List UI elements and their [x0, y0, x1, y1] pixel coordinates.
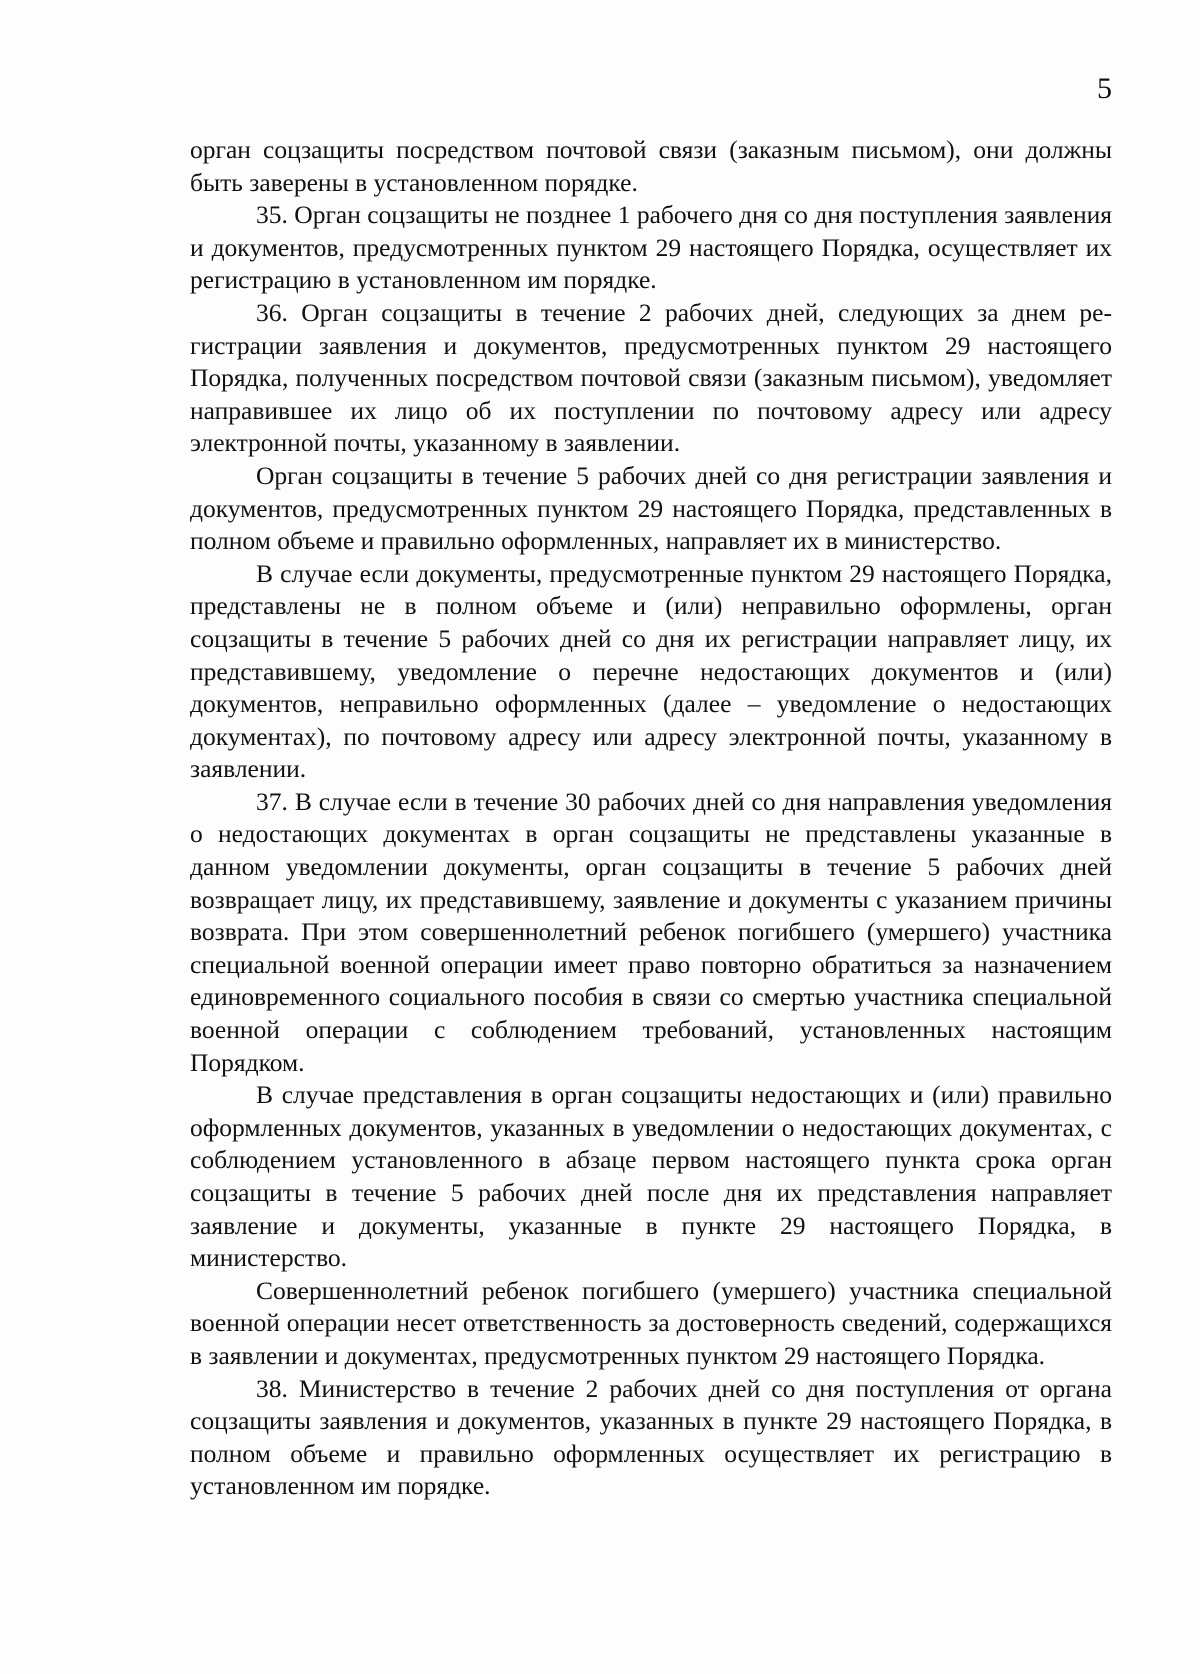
page-number: 5: [1097, 72, 1112, 105]
paragraph-item-36: 36. Орган соцзащиты в течение 2 рабочих дней, следующих за днем регистрации заявления и документов, предусмотренных пунктом 29 настоящего Порядка, полученных посредством почтовой связи (заказным письмом), уведомляет направившее их лицо об их поступлении по почтовому адресу или адресу электронной почты, указанному в заявлении.: [190, 297, 1112, 458]
paragraph-item-37: 37. В случае если в течение 30 рабочих дней со дня направления уведомления о недостающих документах в орган соцзащиты не представлены указанные в данном уведомлении документы, орган соцзащиты в течение 5 рабочих дней возвращает лицу, их представившему, заявление и документы с указанием причины возврата. При этом совершеннолетний ребенок погибшего (умершего) участника специальной военной операции имеет право повторно обратиться за назначением единовременного социального пособия в связи со смертью участника специальной военной операции с соблюдением требований, установленных настоящим Порядком.: [190, 786, 1112, 1077]
document-body: [190, 134, 1112, 1503]
paragraph-item-38: 38. Министерство в течение 2 рабочих дней со дня поступления от органа соцзащиты заявления и документов, указанных в пункте 29 настоящего Порядка, в полном объеме и правильно оформленных осуществляет их регистрацию в установленном им порядке.: [190, 1373, 1112, 1501]
paragraph-item-35: 35. Орган соцзащиты не позднее 1 рабочего дня со дня поступления заявления и документов, предусмотренных пунктом 29 настоящего Порядка, осуществляет их регистрацию в установленном им порядке.: [190, 200, 1112, 295]
paragraph-37-responsibility: Совершеннолетний ребенок погибшего (умершего) участника специальной военной операции несет ответственность за достоверность сведений, содержащихся в заявлении и документах, предусмотренных пунктом 29 настоящего Порядка.: [190, 1275, 1112, 1370]
paragraph-36-registration: Орган соцзащиты в течение 5 рабочих дней со дня регистрации заявления и документов, предусмотренных пунктом 29 настоящего Порядка, представленных в полном объеме и правильно оформленных, направляет их в министерство.: [190, 460, 1112, 556]
paragraph-continuation: орган соцзащиты посредством почтовой связи (заказным письмом), они должны быть заверены в установленном порядке.: [190, 135, 1112, 197]
paragraph-37-resubmission: В случае представления в орган соцзащиты недостающих и (или) правильно оформленных документов, указанных в уведомлении о недостающих документах, с соблюдением установленного в абзаце первом настоящего пункта срока орган соцзащиты в течение 5 рабочих дней после дня их представления направляет заявление и документы, указанные в пункте 29 настоящего Порядка, в министерство.: [190, 1080, 1112, 1273]
paragraph-36-missing-documents: В случае если документы, предусмотренные пунктом 29 настоящего Порядка, представлены не в полном объеме и (или) неправильно оформлены, орган соцзащиты в течение 5 рабочих дней со дня их регистрации направляет лицу, их представившему, уведомление о перечне недостающих документов и (или) документов, неправильно оформленных (далее – уведомление о недостающих документах), по почтовому адресу или адресу электронной почты, указанному в заявлении.: [190, 558, 1112, 784]
